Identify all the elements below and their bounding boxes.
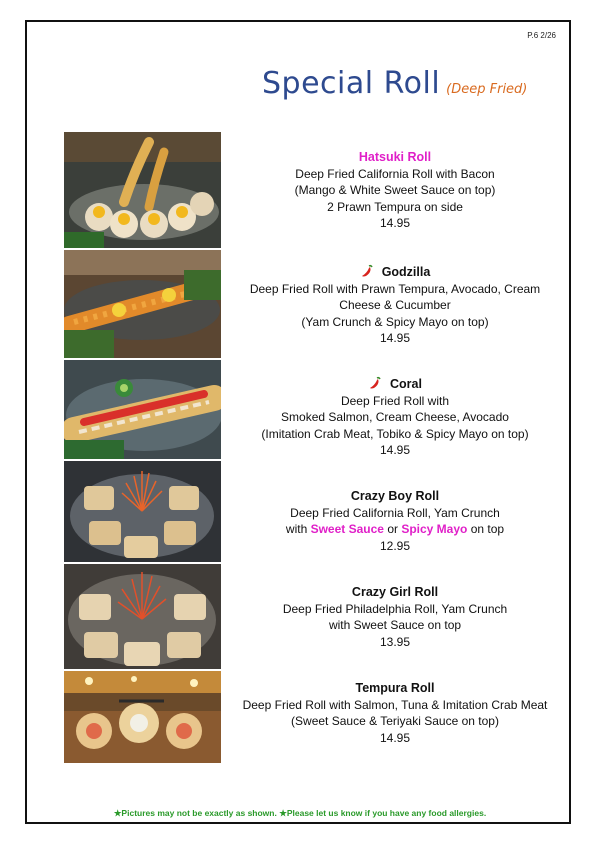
item-price: 14.95 [379,730,411,745]
item-description-line: Cheese & Cucumber [339,298,451,312]
crazy-boy-roll-photo [64,461,221,564]
title-main: Special Roll [262,66,441,101]
item-description-line: (Sweet Sauce & Teriyaki Sauce on top) [291,714,499,728]
item-description-line [230,521,560,538]
item-price: 14.95 [379,331,411,345]
page-number: P.6 2/26 [527,31,556,40]
allergy-footer-note: ★Pictures may not be exactly as shown. ★Please let us know if you have any food allergies. [113,808,487,818]
spicy-mayo-highlight: Spicy Mayo [401,522,468,536]
item-price: 14.95 [379,216,411,230]
item-description-line: Deep Fried Philadelphia Roll, Yam Crunch [282,601,508,616]
item-description-line: (Yam Crunch & Spicy Mayo on top) [301,314,489,329]
item-price: 12.95 [379,538,411,553]
hatsuki-roll-photo [64,132,221,250]
menu-item [230,680,560,746]
tempura-roll-photo [64,671,221,763]
text-segment: with [285,522,308,536]
item-description-line: Deep Fried Roll with Salmon, Tuna & Imitation Crab Meat [242,697,548,712]
item-price: 13.95 [379,634,411,649]
item-name: Hatsuki Roll [358,150,432,164]
menu-item [230,376,560,459]
item-description-line: Deep Fried California Roll, Yam Crunch [290,505,500,520]
text-segment: on top [470,522,505,536]
chili-pepper-icon [360,264,374,278]
item-description-line: with Sweet Sauce on top [328,618,462,632]
chili-pepper-icon [368,376,382,390]
item-name: Coral [390,377,422,391]
page-title [262,66,527,101]
item-description-line: 2 Prawn Tempura on side [327,199,463,214]
item-name: Godzilla [381,265,431,279]
crazy-girl-roll-photo [64,564,221,671]
menu-item [230,584,560,650]
menu-item [230,488,560,554]
item-description-line: Deep Fried Roll with Prawn Tempura, Avocado, Cream [249,281,541,296]
item-description-line: Smoked Salmon, Cream Cheese, Avocado [281,410,509,424]
coral-photo [64,360,221,461]
title-sub: (Deep Fried) [446,82,528,97]
item-name: Tempura Roll [355,681,435,695]
godzilla-photo [64,250,221,360]
menu-item [230,149,560,232]
text-segment: or [387,522,398,536]
item-description-line: (Mango & White Sweet Sauce on top) [294,183,496,197]
item-description-line: Deep Fried Roll with [340,393,450,408]
item-name: Crazy Girl Roll [351,585,439,599]
menu-item [230,264,560,347]
item-description-line: (Imitation Crab Meat, Tobiko & Spicy Mayo on top) [261,426,529,441]
item-description-line: Deep Fried California Roll with Bacon [295,166,495,181]
item-price: 14.95 [379,443,411,457]
photo-column [64,132,221,763]
sweet-sauce-highlight: Sweet Sauce [310,522,384,536]
item-name: Crazy Boy Roll [350,489,440,503]
